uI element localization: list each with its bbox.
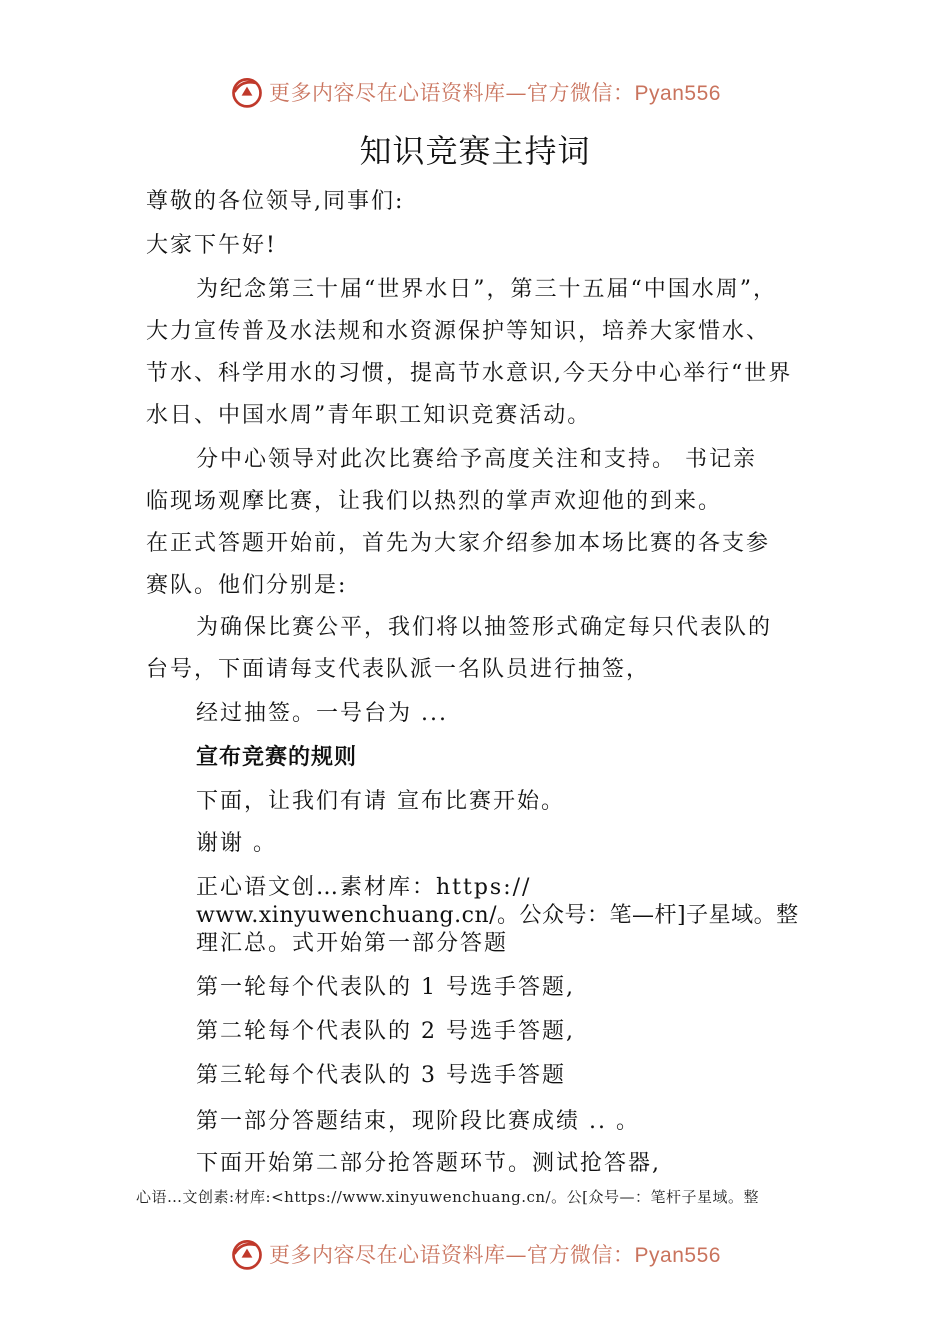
section-heading: 宣布竞赛的规则 <box>196 745 358 770</box>
xinyu-logo-icon <box>229 1236 265 1272</box>
body-line: 下面，让我们有请 宣布比赛开始。 <box>196 789 565 814</box>
body-line: 第一轮每个代表队的 1 号选手答题, <box>196 975 575 1000</box>
body-line: 在正式答题开始前，首先为大家介绍参加本场比赛的各支参 <box>146 531 771 556</box>
banner-text: 更多内容尽在心语资料库—官方微信：Pyan556 <box>269 1243 721 1267</box>
body-line: 大家下午好! <box>146 233 277 258</box>
body-line: 为确保比赛公平，我们将以抽签形式确定每只代表队的 <box>196 615 773 640</box>
body-line: 下面开始第二部分抢答题环节。测试抢答器, <box>196 1151 661 1176</box>
banner-text: 更多内容尽在心语资料库—官方微信：Pyan556 <box>269 81 721 105</box>
document-title: 知识竞赛主持词 <box>359 132 591 170</box>
body-line: 临现场观摩比赛，让我们以热烈的掌声欢迎他的到来。 <box>146 489 723 514</box>
header-banner <box>0 70 950 114</box>
body-line: 理汇总。式开始第一部分答题 <box>196 931 509 956</box>
body-line: 第一部分答题结束，现阶段比赛成绩 .. 。 <box>196 1109 640 1134</box>
body-line: 水日、中国水周”青年职工知识竞赛活动。 <box>146 403 592 428</box>
banner-wechat-id: Pyan556 <box>634 82 721 105</box>
body-line: 尊敬的各位领导,同事们: <box>146 189 405 214</box>
body-line: 正心语文创…素材库：https:// <box>196 875 532 900</box>
body-line: 大力宣传普及水法规和水资源保护等知识，培养大家惜水、 <box>146 319 771 344</box>
body-line: 谢谢 。 <box>196 831 277 856</box>
body-line: 第三轮每个代表队的 3 号选手答题 <box>196 1063 566 1088</box>
body-line: 经过抽签。一号台为 ... <box>196 701 448 726</box>
body-line: 分中心领导对此次比赛给予高度关注和支持。 书记亲 <box>196 447 757 472</box>
xinyu-logo-icon <box>229 74 265 110</box>
body-line: 第二轮每个代表队的 2 号选手答题, <box>196 1019 575 1044</box>
body-line: 台号，下面请每支代表队派一名队员进行抽签， <box>146 657 651 682</box>
body-line: www.xinyuwenchuang.cn/。公众号：笔—杆]子星域。整 <box>196 903 799 928</box>
body-line: 为纪念第三十届“世界水日”，第三十五届“中国水周”， <box>196 277 777 302</box>
body-line: 赛队。他们分别是: <box>146 573 348 598</box>
page-footer-text: 心语…文创素:材库:<https://www.xinyuwenchuang.cn/。公[众号—：笔杆子星域。整 <box>136 1188 759 1206</box>
banner-wechat-id: Pyan556 <box>634 1244 721 1267</box>
footer-banner <box>0 1232 950 1276</box>
body-line: 节水、科学用水的习惯，提高节水意识,今天分中心举行“世界 <box>146 361 793 386</box>
